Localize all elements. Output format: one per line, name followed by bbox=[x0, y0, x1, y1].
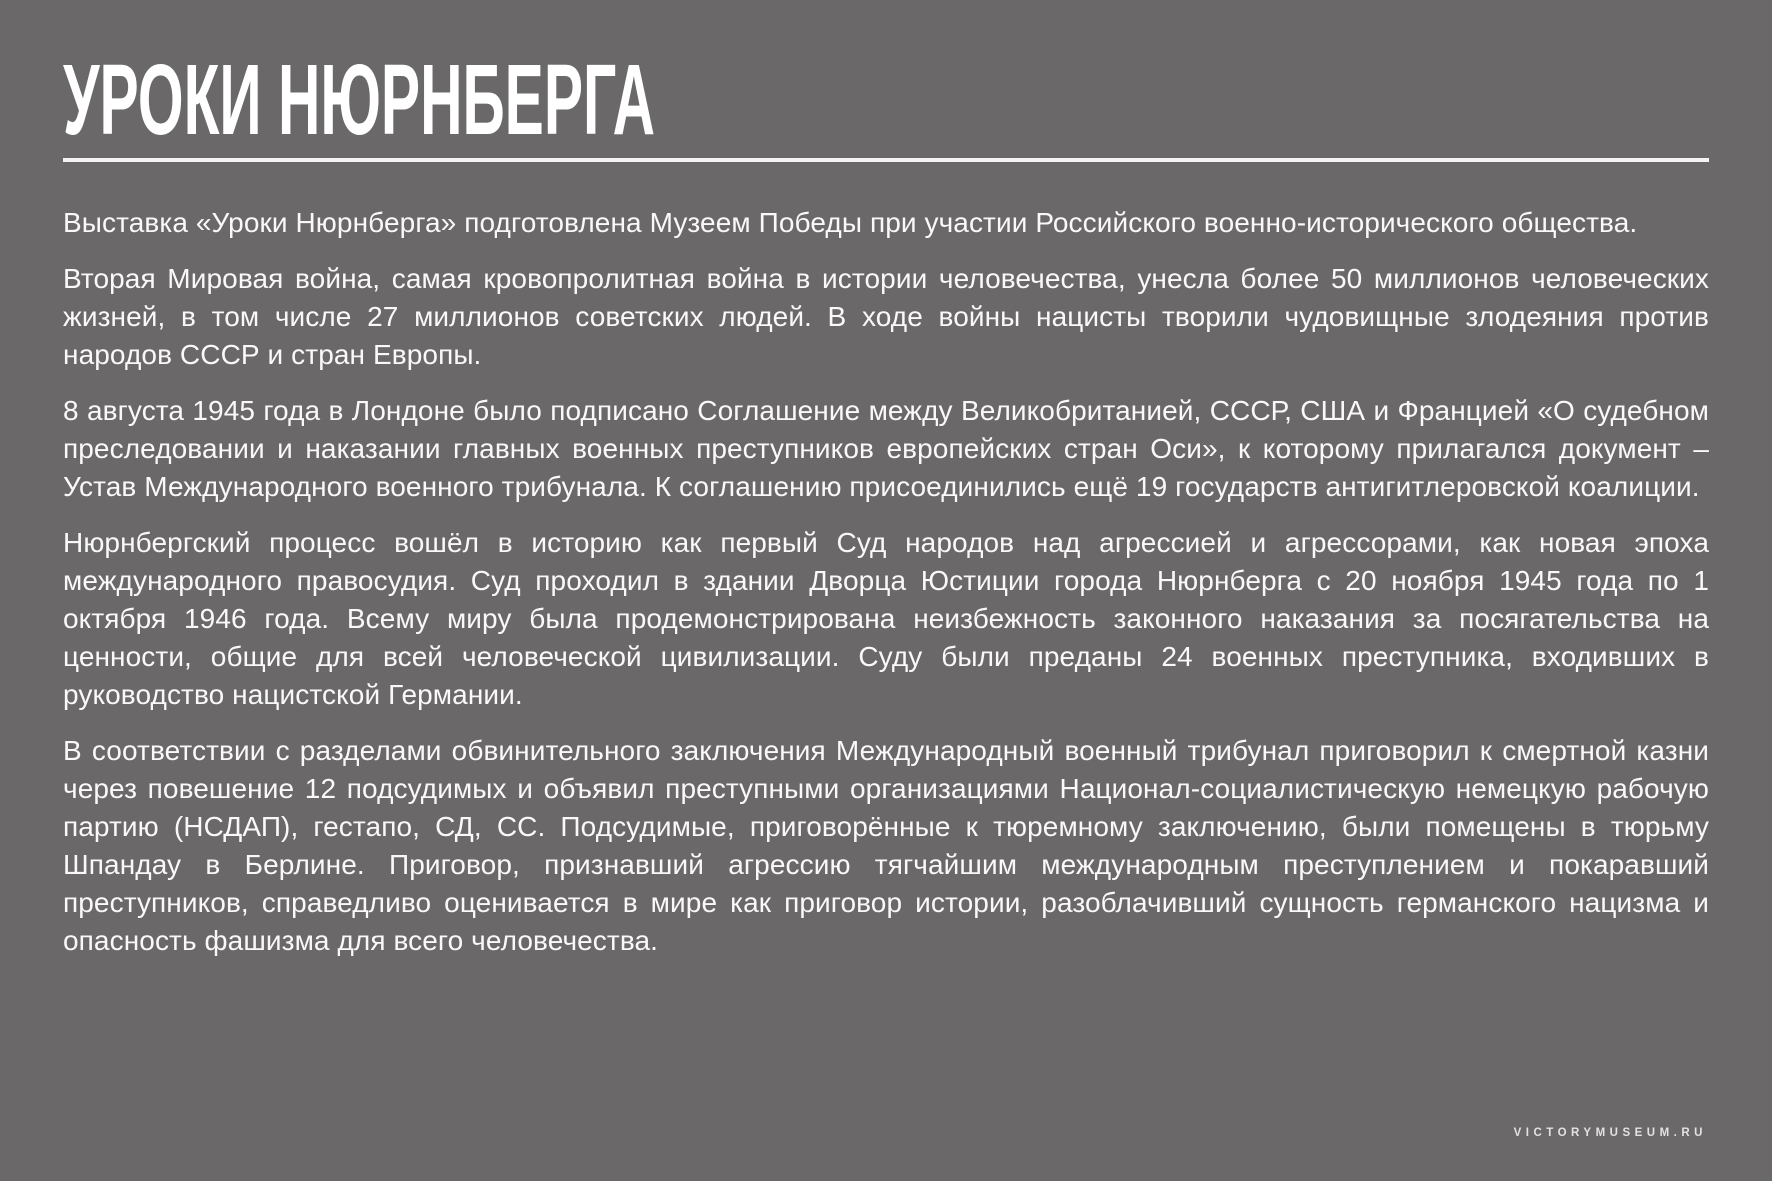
paragraph-nuremberg-trial: Нюрнбергский процесс вошёл в историю как первый Суд народов над агрессией и агрессорами, как новая эпоха международного правосудия. Суд проходил в здании Дворца Юстиции города Нюрнберга с 20 ноября 1945 года по 1 октября 1946 года. Всему миру была продемонстрирована неизбежность законного наказания за посягательства на ценности, общие для всей человеческой цивилизации. Суду были преданы 24 военных преступника, входивших в руководство нацистской Германии. bbox=[63, 527, 1709, 710]
page-title-text: УРОКИ НЮРНБЕРГА bbox=[63, 44, 655, 156]
paragraph-london-agreement: 8 августа 1945 года в Лондоне было подписано Соглашение между Великобританией, СССР, США и Францией «О судебном преследовании и наказании главных военных преступников европейских стран Оси», к которому прилагался документ – Устав Международного военного трибунала. К соглашению присоединились ещё 19 государств антигитлеровской коалиции. bbox=[63, 395, 1709, 502]
body-text bbox=[63, 204, 1709, 960]
page-title bbox=[63, 44, 1709, 156]
title-divider bbox=[63, 158, 1709, 162]
paragraph-verdict: В соответствии с разделами обвинительного заключения Международный военный трибунал приговорил к смертной казни через повешение 12 подсудимых и объявил преступными организациями Национал-социалистическую немецкую рабочую партию (НСДАП), гестапо, СД, СС. Подсудимые, приговорённые к тюремному заключению, были помещены в тюрьму Шпандау в Берлине. Приговор, признавший агрессию тягчайшим международным преступлением и покаравший преступников, справедливо оценивается в мире как приговор истории, разоблачивший сущность германского нацизма и опасность фашизма для всего человечества. bbox=[63, 735, 1709, 956]
page-title-graphic bbox=[63, 44, 723, 156]
paragraph-credits: Выставка «Уроки Нюрнберга» подготовлена Музеем Победы при участии Российского военно-исторического общества. bbox=[63, 207, 1638, 238]
museum-website-label: VICTORYMUSEUM.RU bbox=[1513, 1127, 1707, 1139]
paragraph-war-toll: Вторая Мировая война, самая кровопролитная война в истории человечества, унесла более 50 миллионов человеческих жизней, в том числе 27 миллионов советских людей. В ходе войны нацисты творили чудовищные злодеяния против народов СССР и стран Европы. bbox=[63, 263, 1709, 370]
